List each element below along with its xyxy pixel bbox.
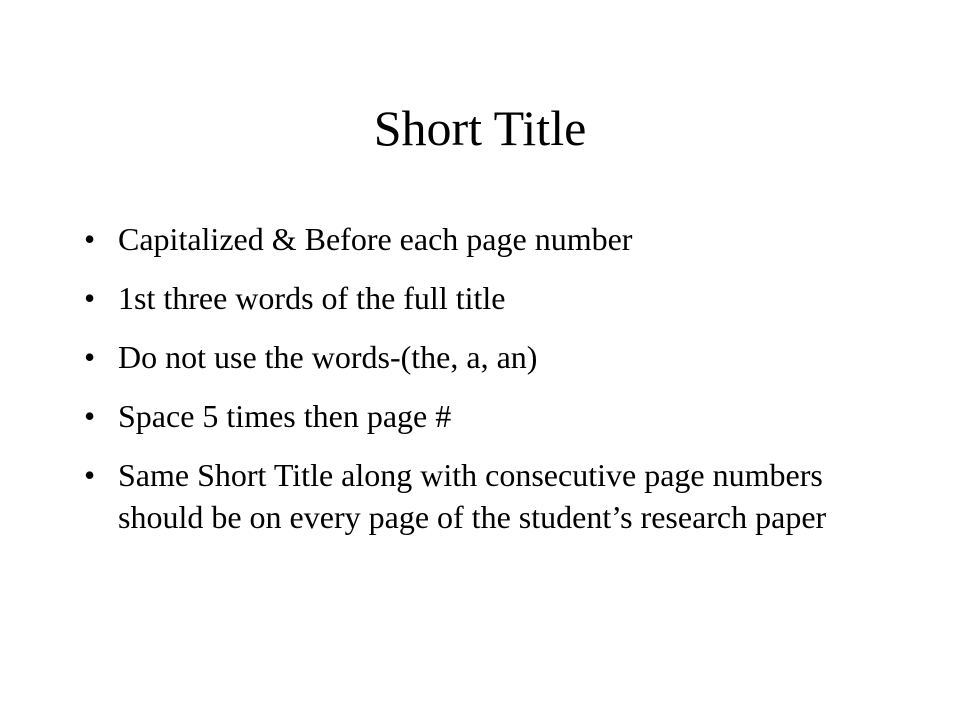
slide-title: Short Title <box>373 100 587 156</box>
bullet-item-excluded-words <box>84 336 884 378</box>
bullet-text: Capitalized & Before each page number <box>118 221 633 257</box>
bullet-dot-icon: • <box>84 457 96 493</box>
bullet-text: Do not use the words-(the, a, an) <box>118 339 538 375</box>
bullet-item-spacing <box>84 395 884 437</box>
bullet-dot-icon: • <box>84 339 96 375</box>
bullet-item-capitalized <box>84 218 884 260</box>
bullet-text: Space 5 times then page # <box>118 398 452 434</box>
bullet-dot-icon: • <box>84 280 96 316</box>
bullet-list <box>84 218 884 555</box>
bullet-text: 1st three words of the full title <box>118 280 506 316</box>
bullet-dot-icon: • <box>84 221 96 257</box>
bullet-dot-icon: • <box>84 398 96 434</box>
bullet-item-every-page <box>84 454 884 538</box>
bullet-text: Same Short Title along with consecutive page numbers should be on every page of the student’s research paper <box>118 457 827 535</box>
bullet-item-three-words <box>84 277 884 319</box>
